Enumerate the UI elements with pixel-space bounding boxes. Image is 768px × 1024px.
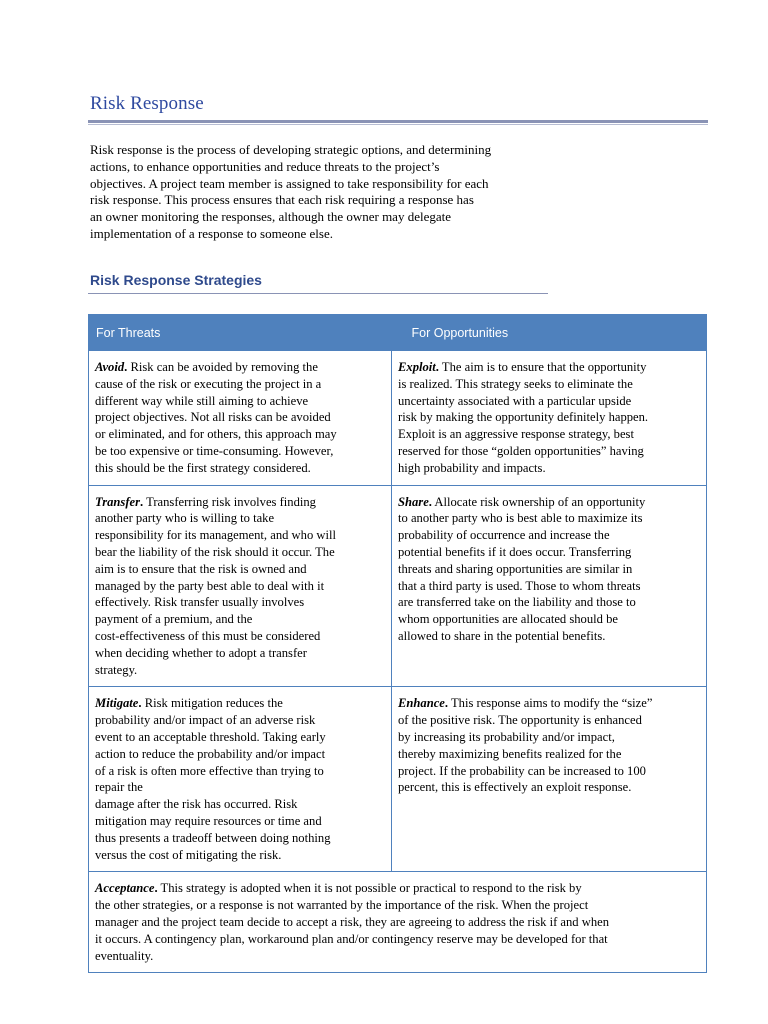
cell-exploit: Exploit. The aim is to ensure that the opportunity is realized. This strategy seeks to eliminate the uncertainty associated with a particular upside risk by making the opportunity definitely happen. Exploit is an aggressive response strategy, best reserved for those “golden opportunities” having high probability and impacts. xyxy=(392,351,707,486)
page-title: Risk Response xyxy=(90,93,204,114)
text-exploit: The aim is to ensure that the opportunity is realized. This strategy seeks to eliminate the uncertainty associated with a particular upside risk by making the opportunity definitely happen. Exploit is an aggressive response strategy, best reserved for those “golden opportunities” having high probability and impacts. xyxy=(398,360,649,475)
cell-transfer: Transfer. Transferring risk involves finding another party who is willing to take responsibility for its management, and who will bear the liability of the risk should it occur. The aim is to ensure that the risk is owned and managed by the party best able to deal with it effectively. Risk transfer usually involves payment of a premium, and the cost-effectiveness of this must be considered when deciding whether to adopt a transfer strategy. xyxy=(89,485,392,687)
title-rule xyxy=(88,120,708,123)
cell-mitigate: Mitigate. Risk mitigation reduces the probability and/or impact of an adverse risk event to an acceptable threshold. Taking early action to reduce the probability and/or impact of a risk is often more effective than trying to repair the damage after the risk has occurred. Risk mitigation may require resources or time and thus presents a tradeoff between doing nothing versus the cost of mitigating the risk. xyxy=(89,687,392,872)
term-transfer: Transfer xyxy=(95,494,141,509)
text-acceptance: This strategy is adopted when it is not possible or practical to respond to the risk by the other strategies, or a response is not warranted by the importance of the risk. When the project manager and the project team decide to accept a risk, they are agreeing to address the risk if and when it occurs. A contingency plan, workaround plan and/or contingency reserve may be developed for that eventuality. xyxy=(95,881,610,963)
term-acceptance: Acceptance xyxy=(95,881,155,896)
table-row xyxy=(89,872,707,973)
header-threats: For Threats xyxy=(89,315,392,351)
text-share: Allocate risk ownership of an opportunity to another party who is best able to maximize its probability of occurrence and increase the potential benefits if it does occur. Transferring threats and sharing opportunities are similar in that a third party is used. Those to whom threats are transferred take on the liability and those to whom opportunities are allocated should be allowed to share in the potential benefits. xyxy=(398,494,646,643)
table-row xyxy=(89,351,707,486)
section-rule xyxy=(88,293,548,294)
section-heading: Risk Response Strategies xyxy=(90,272,262,288)
text-transfer: Transferring risk involves finding another party who is willing to take responsibility for its management, and who will bear the liability of the risk should it occur. The aim is to ensure that the risk is owned and managed by the party best able to deal with it effectively. Risk transfer usually involves payment of a premium, and the cost-effectiveness of this must be considered when deciding whether to adopt a transfer strategy. xyxy=(95,494,336,677)
table-row xyxy=(89,687,707,872)
cell-acceptance: Acceptance. This strategy is adopted when it is not possible or practical to respond to the risk by the other strategies, or a response is not warranted by the importance of the risk. When the project manager and the project team decide to accept a risk, they are agreeing to address the risk if and when it occurs. A contingency plan, workaround plan and/or contingency reserve may be developed for that eventuality. xyxy=(89,872,707,973)
title-rule-thin xyxy=(88,124,708,125)
term-avoid: Avoid xyxy=(95,360,125,374)
table-row xyxy=(89,485,707,687)
text-enhance: This response aims to modify the “size” of the positive risk. The opportunity is enhanced by increasing its probability and/or impact, thereby maximizing benefits realized for the project. If the probability can be increased to 100 percent, this is effectively an exploit response. xyxy=(398,696,653,795)
term-share: Share xyxy=(398,494,429,509)
term-enhance: Enhance xyxy=(398,696,445,711)
cell-avoid: Avoid. Risk can be avoided by removing the cause of the risk or executing the project in a different way while still aiming to achieve project objectives. Not all risks can be avoided or eliminated, and for others, this approach may be too expensive or time-consuming. However, this should be the first strategy considered. xyxy=(89,351,392,486)
text-avoid: Risk can be avoided by removing the cause of the risk or executing the project in a different way while still aiming to achieve project objectives. Not all risks can be avoided or eliminated, and for others, this approach may be too expensive or time-consuming. However, this should be the first strategy considered. xyxy=(95,360,337,475)
term-mitigate: Mitigate xyxy=(95,696,139,711)
table-header-row xyxy=(89,315,707,351)
cell-enhance: Enhance. This response aims to modify the “size” of the positive risk. The opportunity is enhanced by increasing its probability and/or impact, thereby maximizing benefits realized for the project. If the probability can be increased to 100 percent, this is effectively an exploit response. xyxy=(392,687,707,872)
header-opportunities: For Opportunities xyxy=(392,315,707,351)
strategies-table xyxy=(88,314,707,973)
cell-share: Share. Allocate risk ownership of an opportunity to another party who is best able to maximize its probability of occurrence and increase the potential benefits if it does occur. Transferring threats and sharing opportunities are similar in that a third party is used. Those to whom threats are transferred take on the liability and those to whom opportunities are allocated should be allowed to share in the potential benefits. xyxy=(392,485,707,687)
term-exploit: Exploit xyxy=(398,360,436,374)
text-mitigate: Risk mitigation reduces the probability and/or impact of an adverse risk event to an acceptable threshold. Taking early action to reduce the probability and/or impact of a risk is often more effective than trying to repair the damage after the risk has occurred. Risk mitigation may require resources or time and thus presents a tradeoff between doing nothing versus the cost of mitigating the risk. xyxy=(95,696,331,862)
intro-paragraph: Risk response is the process of developing strategic options, and determining actions, to enhance opportunities and reduce threats to the project’s objectives. A project team member is assigned to take responsibility for each risk response. This process ensures that each risk requiring a response has an owner monitoring the responses, although the owner may delegate implementation of a response to someone else. xyxy=(90,142,492,241)
